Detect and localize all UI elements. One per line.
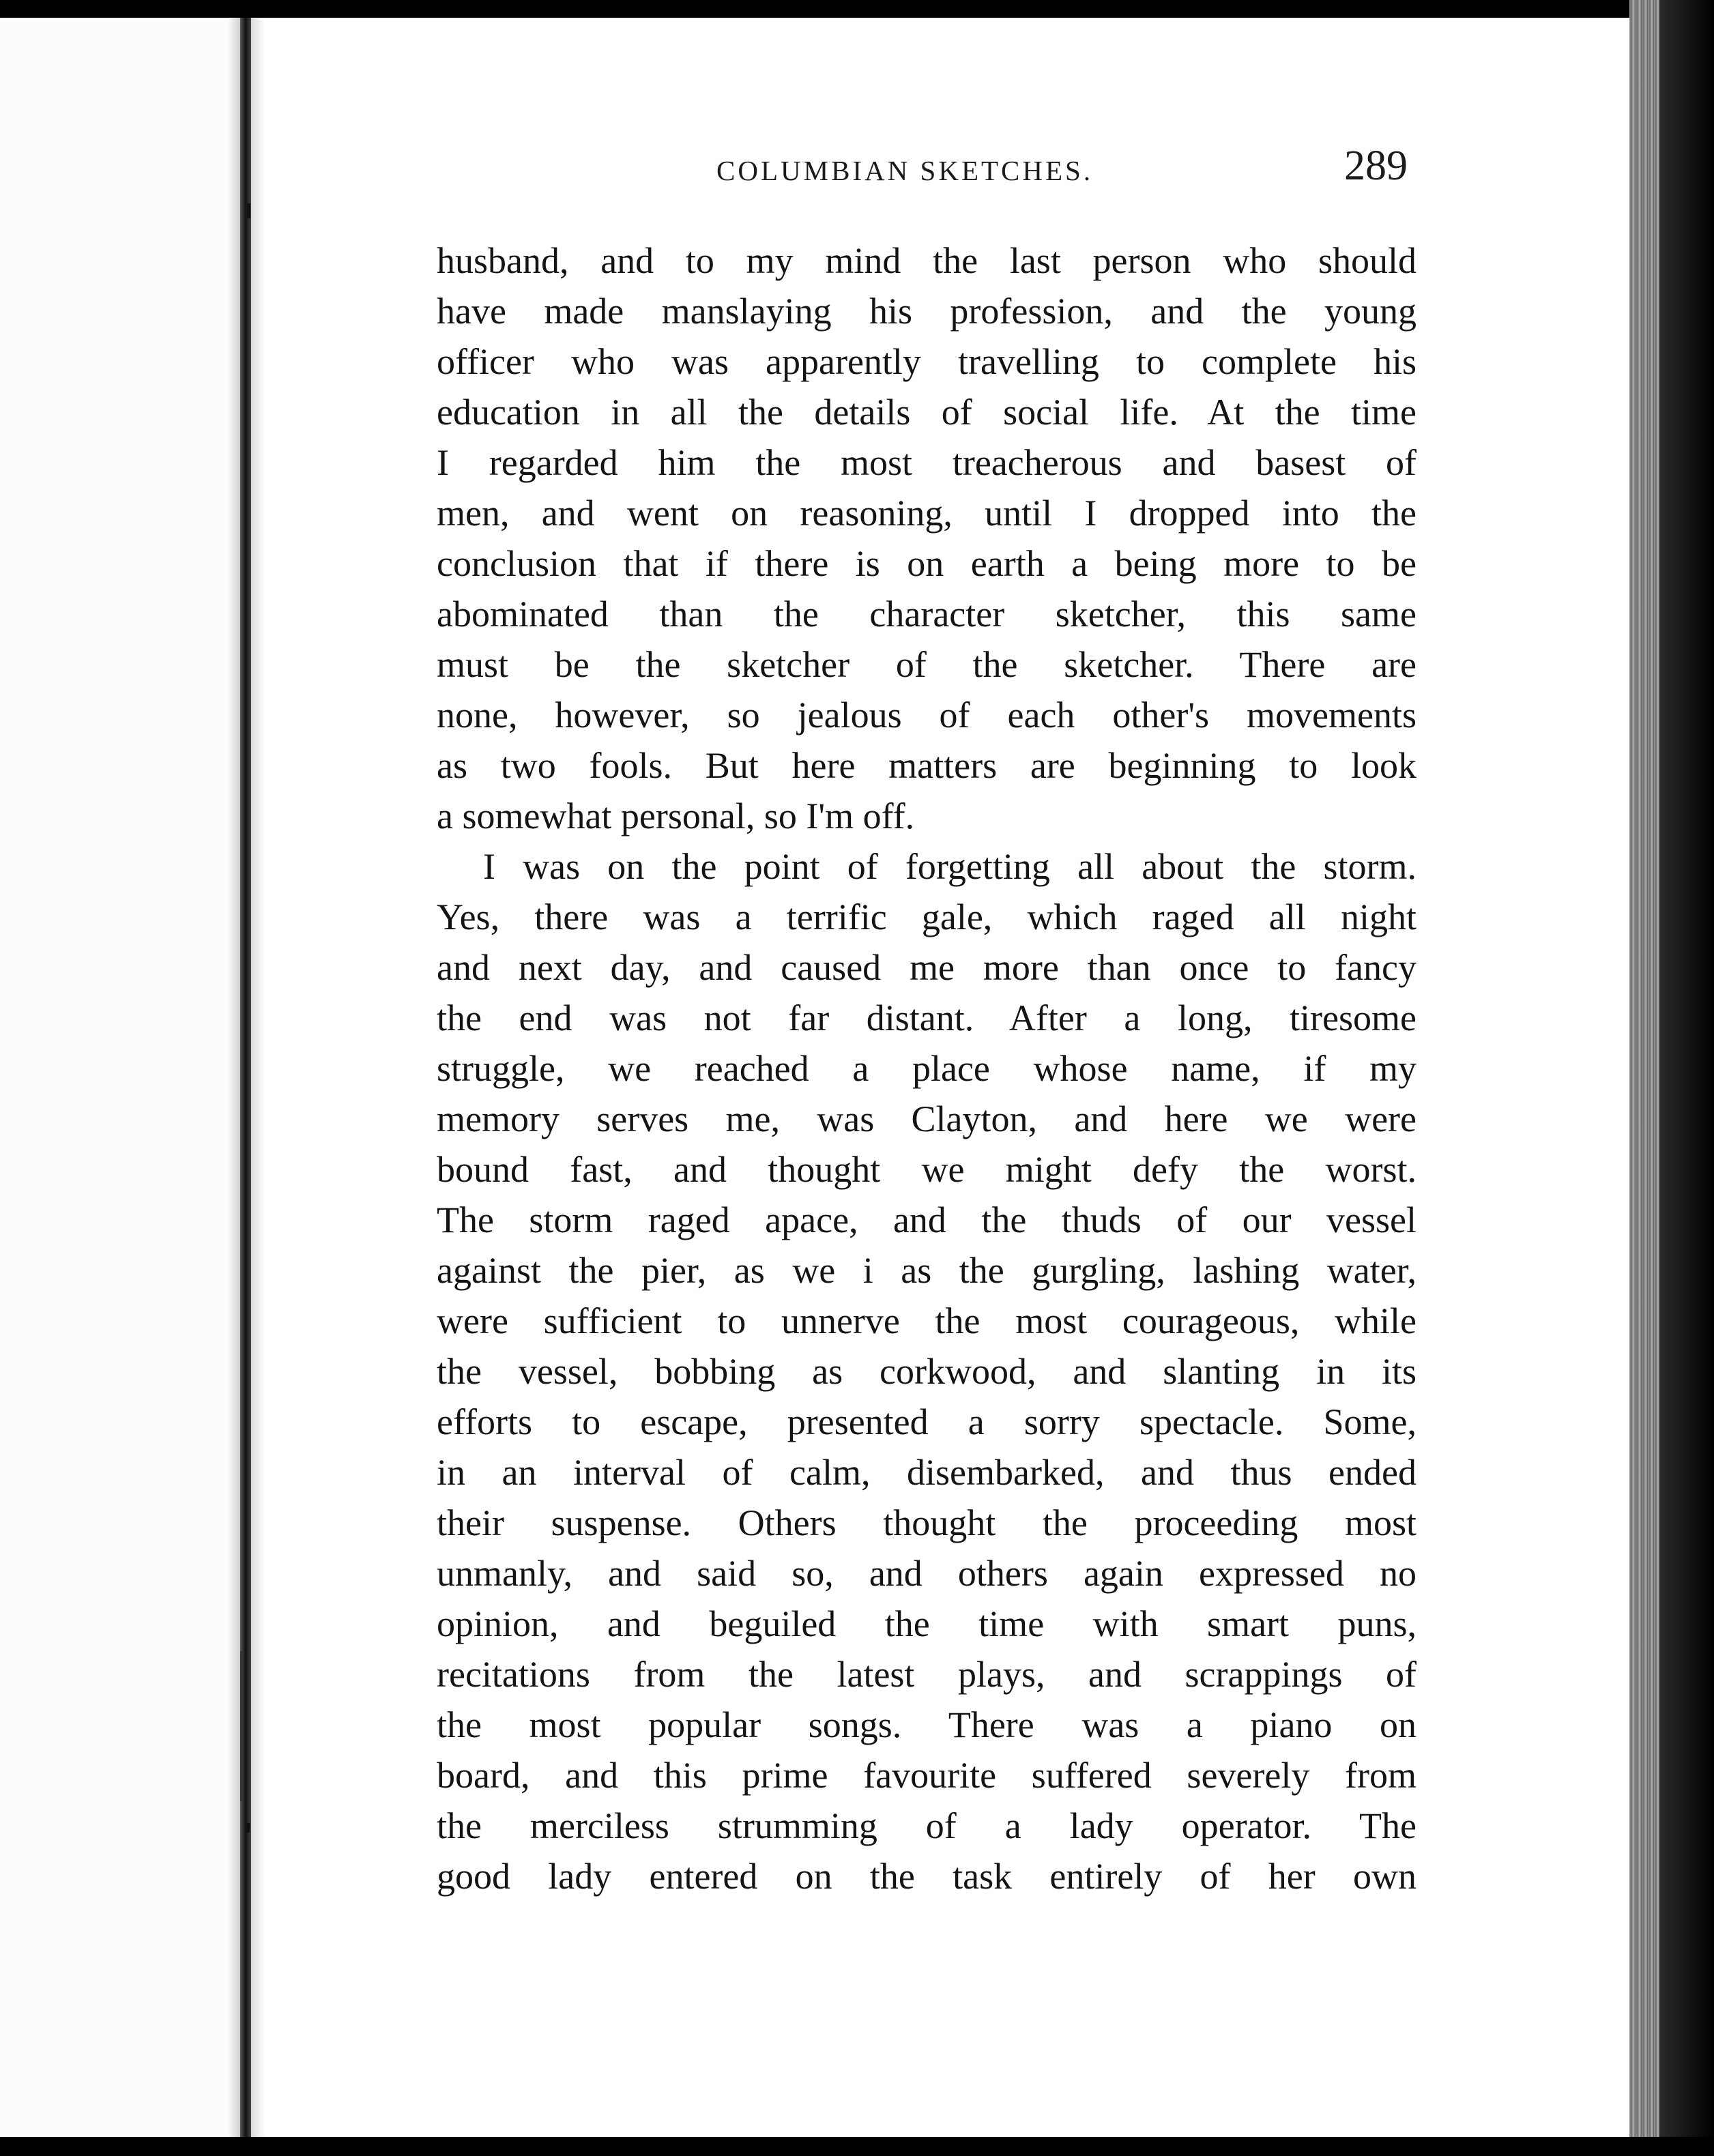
text-line: board, and this prime favourite suffered severely from — [437, 1755, 1417, 1796]
text-line: the most popular songs. There was a piano on — [437, 1704, 1417, 1745]
text-line: bound fast, and thought we might defy the worst. — [437, 1149, 1417, 1190]
text-line: husband, and to my mind the last person who should — [437, 240, 1417, 281]
text-line: recitations from the latest plays, and scrappings of — [437, 1654, 1417, 1695]
text-line: opinion, and beguiled the time with smart puns, — [437, 1603, 1417, 1644]
text-line: the merciless strumming of a lady operator. The — [437, 1805, 1417, 1846]
text-line: must be the sketcher of the sketcher. There are — [437, 644, 1417, 685]
text-line: as two fools. But here matters are beginning to look — [437, 745, 1417, 786]
text-line: memory serves me, was Clayton, and here we were — [437, 1098, 1417, 1139]
text-line: were sufficient to unnerve the most courageous, while — [437, 1300, 1417, 1341]
text-line: abominated than the character sketcher, this same — [437, 594, 1417, 635]
text-line: efforts to escape, presented a sorry spectacle. Some, — [437, 1401, 1417, 1442]
text-line: against the pier, as we i as the gurgling, lashing water, — [437, 1250, 1417, 1291]
page-number: 289 — [1344, 143, 1408, 189]
scan-mark — [240, 1651, 242, 1801]
scan-mark — [246, 1823, 250, 1833]
text-line: conclusion that if there is on earth a being more to be — [437, 543, 1417, 584]
text-line: men, and went on reasoning, until I dropped into the — [437, 493, 1417, 534]
text-line: officer who was apparently travelling to complete his — [437, 341, 1417, 382]
text-line: I regarded him the most treacherous and basest of — [437, 442, 1417, 483]
text-line: the end was not far distant. After a long, tiresome — [437, 997, 1417, 1038]
text-line: a somewhat personal, so I'm off. — [437, 796, 915, 836]
text-line: and next day, and caused me more than once to fancy — [437, 947, 1417, 988]
page-edges-shadow — [1659, 0, 1714, 2156]
text-line: their suspense. Others thought the proceeding most — [437, 1502, 1417, 1543]
text-line: education in all the details of social life. At the time — [437, 392, 1417, 433]
page-edges — [1629, 0, 1714, 2156]
text-line: The storm raged apace, and the thuds of our vessel — [437, 1199, 1417, 1240]
text-line: the vessel, bobbing as corkwood, and slanting in its — [437, 1351, 1417, 1392]
text-line: unmanly, and said so, and others again expressed no — [437, 1553, 1417, 1594]
scan-frame-bottom — [0, 2137, 1714, 2156]
text-line: I was on the point of forgetting all about the storm. — [483, 846, 1417, 887]
text-line: struggle, we reached a place whose name, if my — [437, 1048, 1417, 1089]
right-page-gutter-shade — [251, 18, 265, 2137]
text-line: good lady entered on the task entirely of her own — [437, 1856, 1417, 1897]
text-line: none, however, so jealous of each other's movements — [437, 695, 1417, 735]
left-page-gutter-shade — [228, 18, 240, 2137]
scan-frame-top — [0, 0, 1714, 18]
text-line: in an interval of calm, disembarked, and thus ended — [437, 1452, 1417, 1493]
text-line: have made manslaying his profession, and the young — [437, 291, 1417, 332]
book-gutter — [240, 18, 251, 2137]
text-line: Yes, there was a terrific gale, which raged all night — [437, 897, 1417, 937]
scan-mark — [247, 203, 250, 218]
left-facing-page — [0, 18, 240, 2137]
running-title: COLUMBIAN SKETCHES. — [716, 155, 1094, 186]
